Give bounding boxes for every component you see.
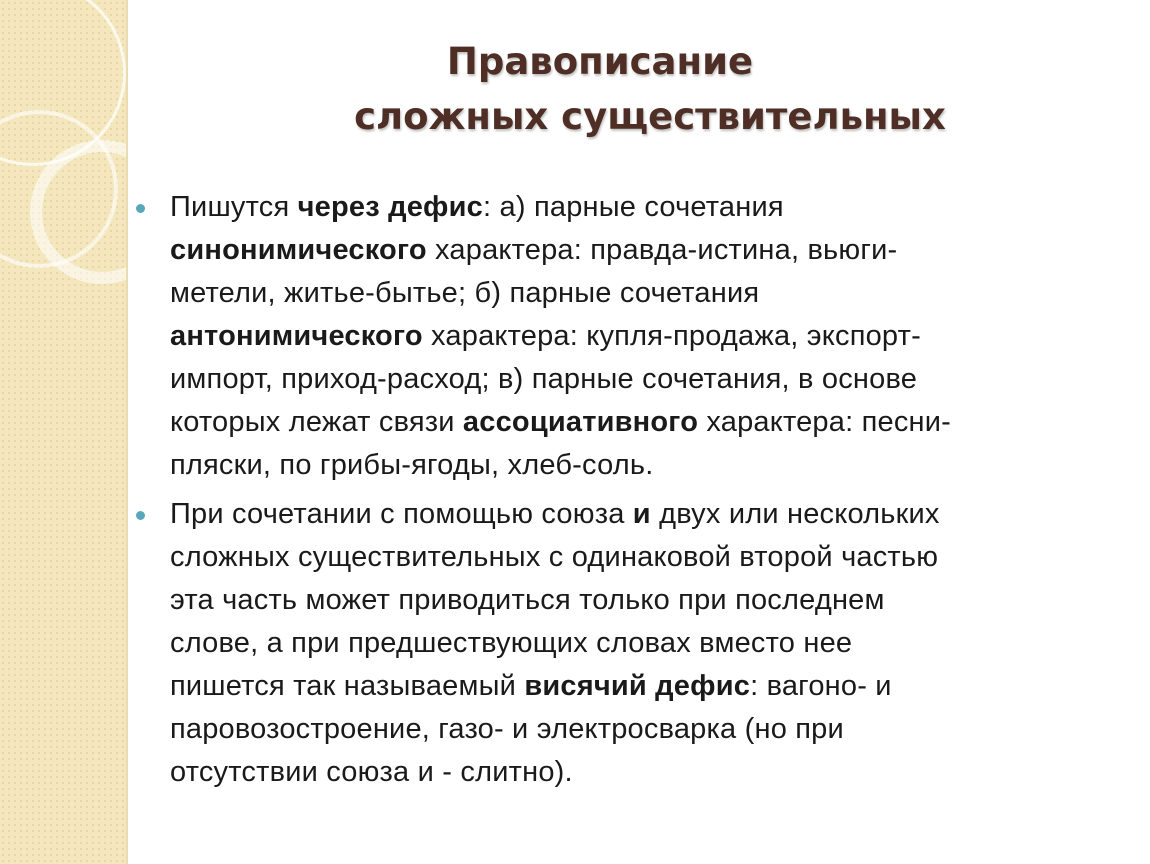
text-line bbox=[170, 444, 1100, 487]
bold-term: висячий дефис bbox=[524, 670, 751, 702]
text-line bbox=[170, 536, 1100, 579]
text-line bbox=[170, 622, 1100, 665]
slide-title-line-2: сложных существительных bbox=[354, 95, 946, 138]
slide-title bbox=[250, 34, 1050, 144]
text-run: Пишутся bbox=[170, 191, 298, 223]
text-run: : а) парные сочетания bbox=[483, 191, 784, 223]
text-run: При сочетании с помощью союза bbox=[170, 498, 633, 530]
bullet-dot-icon bbox=[136, 511, 145, 520]
slide-title-line-1: Правописание bbox=[446, 40, 754, 83]
text-line bbox=[170, 186, 1100, 229]
bold-term: через дефис bbox=[297, 191, 483, 223]
text-run: пляски, по грибы-ягоды, хлеб-соль. bbox=[170, 449, 654, 481]
slide-body bbox=[170, 186, 1100, 796]
text-line bbox=[170, 229, 1100, 272]
text-line bbox=[170, 315, 1100, 358]
band-divider bbox=[126, 0, 128, 864]
text-run: которых лежат связи bbox=[170, 406, 463, 438]
text-line bbox=[170, 708, 1100, 751]
bold-term: синонимического bbox=[170, 234, 427, 266]
bullet-paragraph bbox=[170, 493, 1100, 794]
text-run: эта часть может приводиться только при последнем bbox=[170, 584, 885, 616]
text-run: метели, житье-бытье; б) парные сочетания bbox=[170, 277, 760, 309]
text-run: пишется так называемый bbox=[170, 670, 525, 702]
text-line bbox=[170, 751, 1100, 794]
bold-term: антонимического bbox=[170, 320, 423, 352]
text-run: импорт, приход-расход; в) парные сочетания, в основе bbox=[170, 363, 918, 395]
text-line bbox=[170, 272, 1100, 315]
text-run: характера: песни- bbox=[698, 406, 951, 438]
bullet-paragraph bbox=[170, 186, 1100, 487]
text-run: : вагоно- и bbox=[750, 670, 892, 702]
text-line bbox=[170, 401, 1100, 444]
text-run: характера: купля-продажа, экспорт- bbox=[422, 320, 921, 352]
decorative-side-band bbox=[0, 0, 126, 864]
text-line bbox=[170, 493, 1100, 536]
text-run: сложных существительных с одинаковой второй частью bbox=[170, 541, 939, 573]
text-run: характера: правда-истина, вьюги- bbox=[426, 234, 898, 266]
text-run: паровозостроение, газо- и электросварка (но при bbox=[170, 713, 844, 745]
bold-term: ассоциативного bbox=[462, 406, 699, 438]
text-run: отсутствии союза и - слитно). bbox=[170, 756, 573, 788]
text-line bbox=[170, 358, 1100, 401]
bullet-dot-icon bbox=[136, 204, 145, 213]
bold-term: и bbox=[632, 498, 651, 530]
text-line bbox=[170, 665, 1100, 708]
text-run: двух или нескольких bbox=[650, 498, 940, 530]
text-run: слове, а при предшествующих словах вместо нее bbox=[170, 627, 853, 659]
text-line bbox=[170, 579, 1100, 622]
